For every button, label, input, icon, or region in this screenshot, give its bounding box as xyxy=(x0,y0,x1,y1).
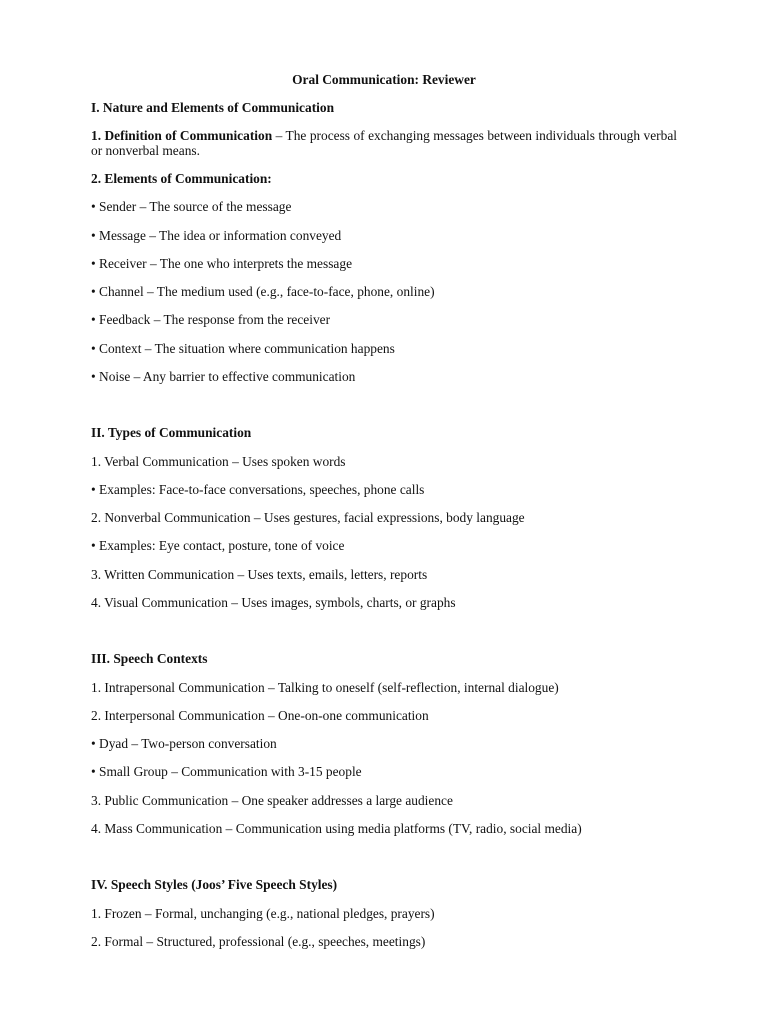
definition-text: – The process of exchanging messages between individuals through verbal or nonverbal means. xyxy=(91,128,677,158)
list-item: • Noise – Any barrier to effective communication xyxy=(91,369,356,384)
list-item: • Message – The idea or information conveyed xyxy=(91,228,342,243)
list-item: • Context – The situation where communication happens xyxy=(91,341,395,356)
list-item: 3. Public Communication – One speaker addresses a large audience xyxy=(91,793,453,808)
list-item: 3. Written Communication – Uses texts, emails, letters, reports xyxy=(91,567,428,582)
section-1-heading: I. Nature and Elements of Communication xyxy=(91,100,335,115)
list-item: • Channel – The medium used (e.g., face-to-face, phone, online) xyxy=(91,284,435,299)
list-item: • Sender – The source of the message xyxy=(91,199,292,214)
elements-heading: 2. Elements of Communication: xyxy=(91,171,272,186)
list-item: • Examples: Eye contact, posture, tone of voice xyxy=(91,538,345,553)
list-item: • Feedback – The response from the receiver xyxy=(91,312,331,327)
list-item: 4. Visual Communication – Uses images, symbols, charts, or graphs xyxy=(91,595,456,610)
list-item: 1. Frozen – Formal, unchanging (e.g., national pledges, prayers) xyxy=(91,906,435,921)
list-item: 2. Interpersonal Communication – One-on-one communication xyxy=(91,708,429,723)
section-2-heading: II. Types of Communication xyxy=(91,425,252,440)
list-item: 2. Formal – Structured, professional (e.g., speeches, meetings) xyxy=(91,934,426,949)
list-item: • Examples: Face-to-face conversations, speeches, phone calls xyxy=(91,482,425,497)
definition-paragraph xyxy=(91,128,677,158)
list-item: 1. Intrapersonal Communication – Talking to oneself (self-reflection, internal dialogue) xyxy=(91,680,559,695)
list-item: 1. Verbal Communication – Uses spoken words xyxy=(91,454,346,469)
list-item: 4. Mass Communication – Communication using media platforms (TV, radio, social media) xyxy=(91,821,582,836)
list-item: • Receiver – The one who interprets the message xyxy=(91,256,353,271)
list-item: • Dyad – Two-person conversation xyxy=(91,736,277,751)
list-item: 2. Nonverbal Communication – Uses gestures, facial expressions, body language xyxy=(91,510,525,525)
definition-label: 1. Definition of Communication xyxy=(91,128,273,143)
document-title: Oral Communication: Reviewer xyxy=(292,72,476,87)
section-3-heading: III. Speech Contexts xyxy=(91,651,208,666)
section-4-heading: IV. Speech Styles (Joos’ Five Speech Styles) xyxy=(91,877,338,892)
list-item: • Small Group – Communication with 3-15 people xyxy=(91,764,362,779)
